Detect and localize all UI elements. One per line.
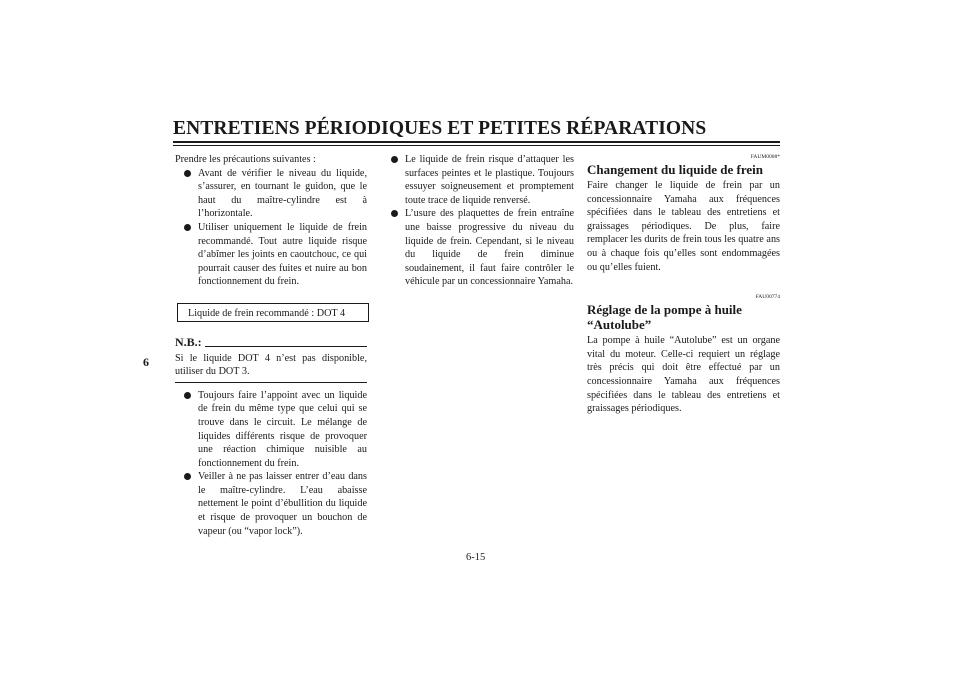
section-code: FAUM0008* bbox=[750, 154, 780, 160]
bullet-icon bbox=[391, 210, 398, 217]
list-item-text: Veiller à ne pas laisser entrer d’eau dans le maître-cylindre. L’eau abaisse nettement le point d’ébullition du liquide et risque de provoquer un bouchon de vapeur (ou “vapor lock”). bbox=[198, 471, 367, 537]
list-item bbox=[175, 221, 367, 289]
warnings-list bbox=[175, 389, 367, 539]
section-text: Faire changer le liquide de frein par un concessionnaire Yamaha aux fréquences spécifiées dans le tableau des entretiens et graissages périodiques. De plus, faire remplacer les durits de frein tous les quatre ans ou à chaque fois qu’elles sont endommagées ou qu’elles fuient. bbox=[587, 180, 780, 273]
list-item bbox=[175, 389, 367, 471]
section-title-brake-fluid: Changement du liquide de frein bbox=[587, 162, 764, 177]
header-rule bbox=[173, 141, 780, 143]
page-header-title: ENTRETIENS PÉRIODIQUES ET PETITES RÉPARATIONS bbox=[173, 118, 707, 139]
column-middle bbox=[389, 153, 574, 289]
list-item bbox=[175, 167, 367, 221]
precautions-list bbox=[175, 167, 367, 289]
page-number: 6-15 bbox=[466, 552, 486, 563]
brake-fluid-list bbox=[389, 153, 574, 289]
header-rule-thin bbox=[173, 145, 780, 146]
section-code: FAU00774 bbox=[755, 294, 780, 301]
note-end-rule bbox=[175, 382, 367, 383]
note-rule bbox=[205, 346, 367, 347]
intro-text: Prendre les précautions suivantes : bbox=[175, 154, 316, 165]
bullet-icon bbox=[184, 392, 191, 399]
list-item-text: Utiliser uniquement le liquide de frein recommandé. Tout autre liquide risque d’abîmer les joints en caoutchouc, ce qui pourrait causer des fuites et nuire au bon fonctionnement du frein. bbox=[198, 221, 367, 288]
note-text: Si le liquide DOT 4 n’est pas disponible, utiliser du DOT 3. bbox=[175, 352, 367, 378]
bullet-icon bbox=[184, 170, 191, 177]
list-item-text: Avant de vérifier le niveau du liquide, s’assurer, en tournant le guidon, que le haut du maître-cylindre est à l’horizontale. bbox=[198, 167, 367, 220]
list-item-text: Toujours faire l’appoint avec un liquide de frein du même type que celui qui se trouve dans le circuit. Le mélange de liquides différents risque de provoquer une réaction chimique nuisible au fonctionnement du frein. bbox=[198, 389, 367, 469]
chapter-tab: 6 bbox=[143, 355, 149, 369]
column-left bbox=[175, 153, 367, 538]
list-item bbox=[175, 470, 367, 538]
note-label: N.B.: bbox=[175, 334, 202, 349]
bullet-icon bbox=[391, 156, 398, 163]
list-item bbox=[389, 153, 574, 207]
bullet-icon bbox=[184, 473, 191, 480]
list-item-text: Le liquide de frein risque d’attaquer les surfaces peintes et le plastique. Toujours essuyer soigneusement et promptement toute trace de liquide renversé. bbox=[405, 154, 574, 206]
spec-box: Liquide de frein recommandé : DOT 4 bbox=[177, 303, 369, 322]
section-title-autolube: Réglage de la pompe à huile “Autolube” bbox=[587, 302, 742, 333]
bullet-icon bbox=[184, 224, 191, 231]
section-text: La pompe à huile “Autolube” est un organe vital du moteur. Celle-ci requiert un réglage très précis qui doit être effectué par un concessionnaire Yamaha aux fréquences spécifiées dans le tableau des entretiens et graissages périodiques. bbox=[587, 335, 780, 415]
column-right bbox=[587, 153, 780, 416]
list-item-text: L’usure des plaquettes de frein entraîne une baisse progressive du niveau du liquide de frein. Cependant, si le niveau du liquide de frein diminue soudainement, il faut faire contrôler le véhicule par un concessionnaire Yamaha. bbox=[405, 208, 574, 288]
list-item bbox=[389, 207, 574, 289]
note-heading bbox=[175, 336, 367, 350]
